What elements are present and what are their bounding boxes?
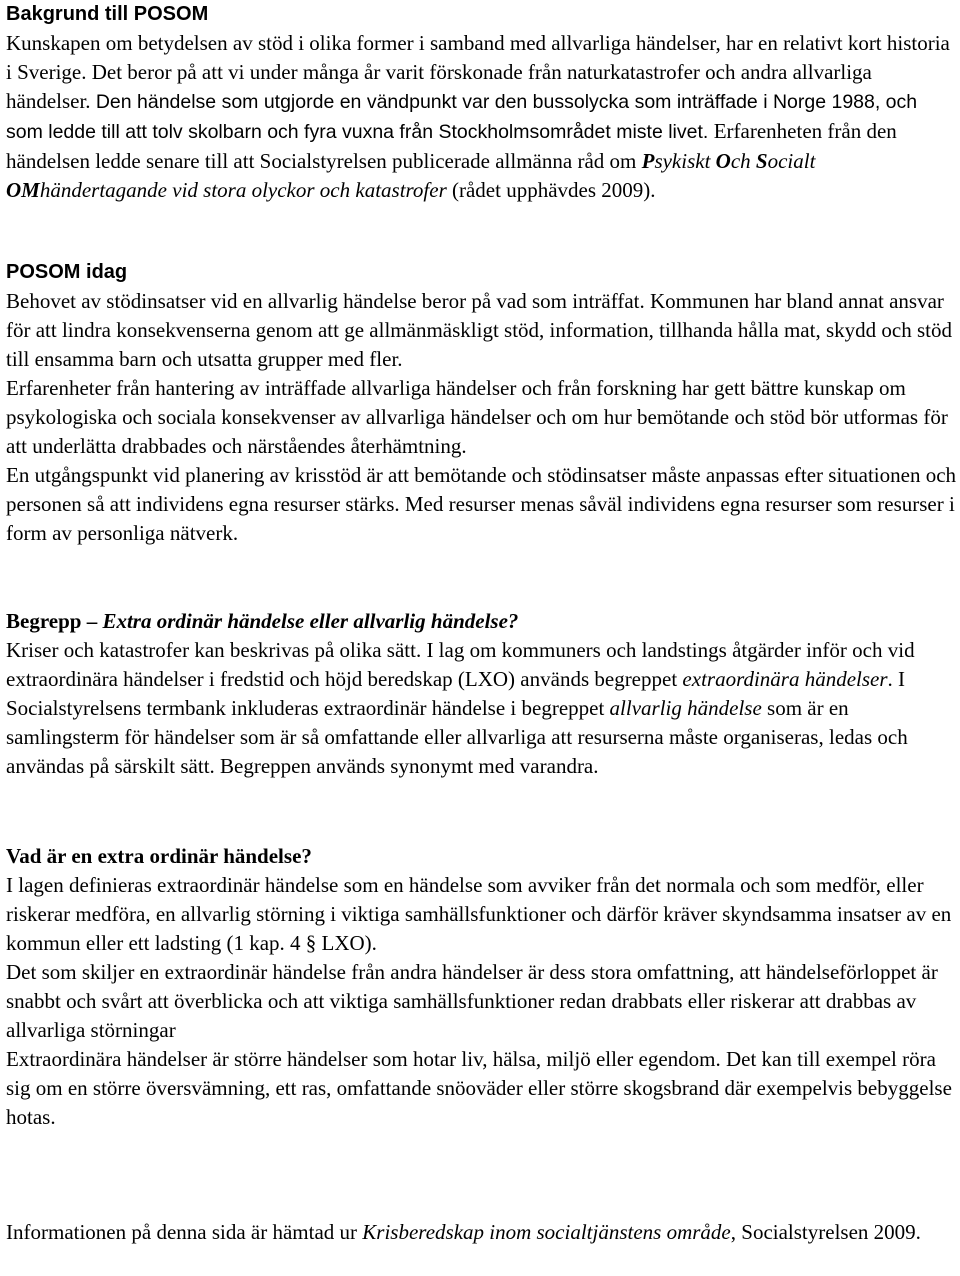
heading-concepts: Begrepp – Extra ordinär händelse eller allvarlig händelse? — [6, 609, 519, 633]
section-definition — [6, 842, 958, 1132]
paragraph-examples: Extraordinära händelser är större händelser som hotar liv, hälsa, miljö eller egendom. Det kan till exempel röra sig om en större översvämning, ett ras, omfattande snöoväder eller större skogsbrand där exempelvis bebyggelse hotas. — [6, 1047, 952, 1129]
heading-definition: Vad är en extra ordinär händelse? — [6, 844, 312, 868]
paragraph-starting-point: En utgångspunkt vid planering av krisstöd är att bemötande och stödinsatser måste anpassas efter situationen och personen så att individens egna resurser stärks. Med resurser menas såväl individens egna resurser som resurser i form av personliga nätverk. — [6, 463, 957, 545]
section-source — [6, 1218, 958, 1247]
paragraph-needs: Behovet av stödinsatser vid en allvarlig händelse beror på vad som inträffat. Kommunen har bland annat ansvar för att lindra konsekvenserna genom att ge allmänmäskligt stöd, information, tillhanda hålla mat, skydd och stöd till ensamma barn och utsatta grupper med fler. — [6, 289, 952, 371]
paragraph-experience: Erfarenheter från hantering av inträffade allvarliga händelser och från forskning har gett bättre kunskap om psykologiska och sociala konsekvenser av allvarliga händelser och om hur bemötande och stöd bör utformas för att underlätta drabbades och närståendes återhämtning. — [6, 376, 948, 458]
section-concepts — [6, 607, 958, 781]
heading-posom-today: POSOM idag — [6, 261, 128, 283]
paragraph-background: Kunskapen om betydelsen av stöd i olika former i samband med allvarliga händelser, har en relativt kort historia i Sverige. Det beror på att vi under många år varit förskonade från naturkatastrofer och andra allvarliga händelser. Den händelse som utgjorde en vändpunkt var den bussolycka som inträffade i Norge 1988, och som ledde till att tolv skolbarn och fyra vuxna från Stockholmsområdet miste livet. Erfarenheten från den händelsen ledde senare till att Socialstyrelsen publicerade allmänna råd om Psykiskt Och Socialt OMhändertagande vid stora olyckor och katastrofer (rådet upphävdes 2009). — [6, 31, 950, 202]
paragraph-difference: Det som skiljer en extraordinär händelse från andra händelser är dess stora omfattning, att händelseförloppet är snabbt och svårt att överblicka och att viktiga samhällsfunktioner redan drabbats eller riskerar att drabbas av allvarliga störningar — [6, 960, 938, 1042]
heading-background: Bakgrund till POSOM — [6, 3, 209, 25]
source-note: Informationen på denna sida är hämtad ur Krisberedskap inom socialtjänstens område, Socialstyrelsen 2009. — [6, 1220, 921, 1244]
paragraph-definition: I lagen definieras extraordinär händelse som en händelse som avviker från det normala och som medför, eller riskerar medföra, en allvarlig störning i viktiga samhällsfunktioner och därför kräver skyndsamma insatser av en kommun eller ett ladsting (1 kap. 4 § LXO). — [6, 873, 952, 955]
section-background — [6, 0, 958, 205]
section-posom-today — [6, 258, 958, 548]
paragraph-concepts: Kriser och katastrofer kan beskrivas på olika sätt. I lag om kommuners och landstings åtgärder inför och vid extraordinära händelser i fredstid och höjd beredskap (LXO) används begreppet extraordinära händelser. I Socialstyrelsens termbank inkluderas extraordinär händelse i begreppet allvarlig händelse som är en samlingsterm för händelser som är så omfattande eller allvarliga att resurserna måste organiseras, ledas och användas på särskilt sätt. Begreppen används synonymt med varandra. — [6, 638, 915, 778]
